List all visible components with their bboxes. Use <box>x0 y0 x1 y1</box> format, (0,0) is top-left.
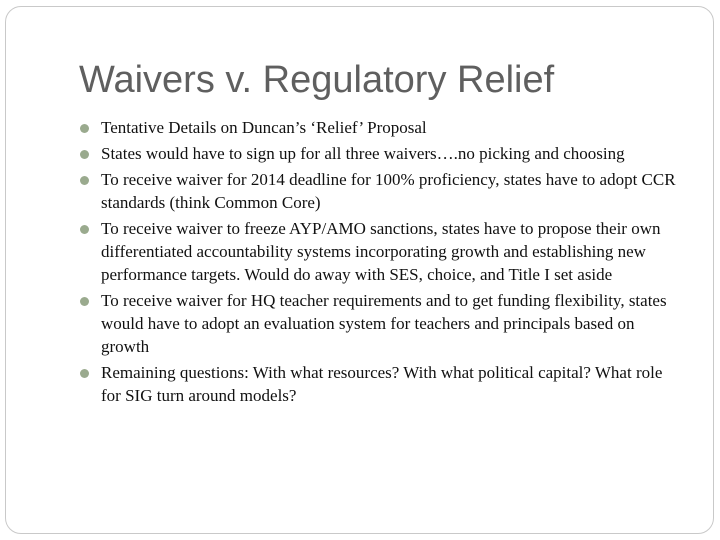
bullet-item <box>80 217 680 286</box>
bullet-dot-icon <box>80 124 89 133</box>
bullet-list <box>80 116 680 410</box>
slide-title: Waivers v. Regulatory Relief <box>79 59 555 101</box>
bullet-text: Remaining questions: With what resources? With what political capital? What role for SIG turn around models? <box>101 363 663 405</box>
bullet-dot-icon <box>80 176 89 185</box>
bullet-dot-icon <box>80 297 89 306</box>
bullet-text: States would have to sign up for all three waivers….no picking and choosing <box>101 144 625 163</box>
bullet-item <box>80 361 680 407</box>
bullet-dot-icon <box>80 150 89 159</box>
bullet-item <box>80 289 680 358</box>
bullet-item <box>80 142 680 165</box>
bullet-item <box>80 116 680 139</box>
bullet-text: To receive waiver to freeze AYP/AMO sanctions, states have to propose their own differentiated accountability systems incorporating growth and establishing new performance targets. Would do away with SES, choice, and Title I set aside <box>101 219 661 284</box>
bullet-dot-icon <box>80 369 89 378</box>
bullet-text: Tentative Details on Duncan’s ‘Relief’ Proposal <box>101 118 427 137</box>
bullet-text: To receive waiver for 2014 deadline for 100% proficiency, states have to adopt CCR standards (think Common Core) <box>101 170 676 212</box>
bullet-dot-icon <box>80 225 89 234</box>
bullet-item <box>80 168 680 214</box>
bullet-text: To receive waiver for HQ teacher requirements and to get funding flexibility, states would have to adopt an evaluation system for teachers and principals based on growth <box>101 291 667 356</box>
